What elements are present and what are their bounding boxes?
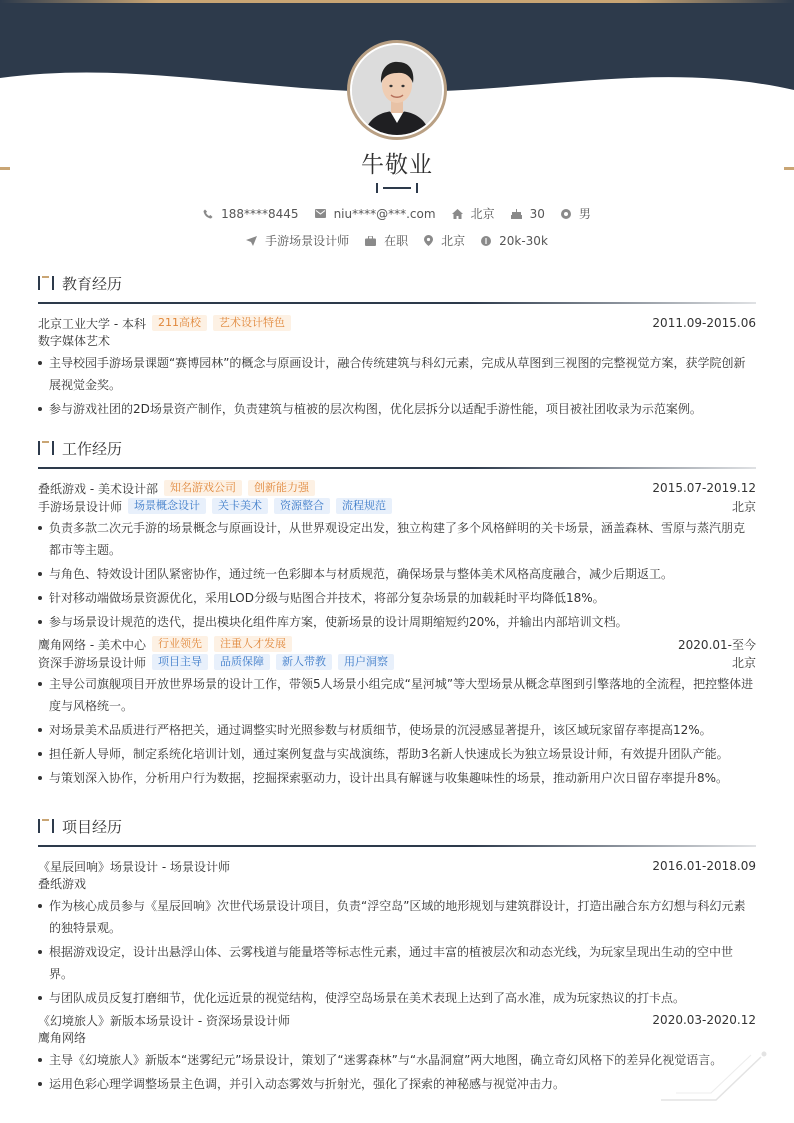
email-item	[315, 207, 436, 221]
company-tag: 行业领先	[152, 636, 208, 652]
role-tag: 新人带教	[276, 654, 332, 670]
cake-icon	[511, 209, 522, 219]
work-entry	[38, 635, 756, 789]
bullet-item: 作为核心成员参与《星辰回响》次世代场景设计项目，负责“浮空岛”区域的地形规划与建筑群设计，打造出融合东方幻想与科幻元素的独特景观。	[38, 895, 756, 939]
role-tag: 用户洞察	[338, 654, 394, 670]
gender-text: 男	[578, 207, 591, 221]
target-city-text: 北京	[441, 234, 466, 248]
role-tag: 品质保障	[214, 654, 270, 670]
corner-line-ornament	[656, 1045, 776, 1105]
bullet-item: 与角色、特效设计团队紧密协作，通过统一色彩脚本与材质规范，确保场景与整体美术风格高度融合，减少后期返工。	[38, 563, 756, 585]
section-title: 教育经历	[62, 274, 123, 293]
bullet-item: 负责多款二次元手游的场景概念与原画设计，从世界观设定出发，独立构建了多个风格鲜明的关卡场景，涵盖森林、雪原与蒸汽朋克都市等主题。	[38, 517, 756, 561]
gender-icon	[561, 209, 571, 219]
section-marker-icon	[38, 276, 54, 290]
company-name: 叠纸游戏 - 美术设计部	[38, 481, 158, 496]
company-tag: 注重人才发展	[214, 636, 292, 652]
work-bullets	[38, 673, 756, 789]
gender-item	[561, 205, 591, 222]
age-text: 30	[529, 206, 545, 221]
section-divider	[38, 467, 756, 469]
project-date: 2016.01-2018.09	[652, 859, 756, 873]
role-tag: 项目主导	[152, 654, 208, 670]
section-title: 项目经历	[62, 817, 123, 836]
bullet-item: 与团队成员反复打磨细节，优化远近景的视觉结构，使浮空岛场景在美术表现上达到了高水准，成为玩家热议的打卡点。	[38, 987, 756, 1009]
project-date: 2020.03-2020.12	[652, 1013, 756, 1027]
position-text: 手游场景设计师	[265, 234, 350, 248]
work-date: 2015.07-2019.12	[652, 481, 756, 495]
phone-item	[203, 207, 298, 221]
project-name: 《星辰回响》场景设计 - 场景设计师	[38, 859, 230, 874]
education-entry	[38, 314, 756, 420]
project-company: 叠纸游戏	[38, 877, 87, 891]
send-icon	[246, 236, 257, 246]
bullet-item: 针对移动端做场景资源优化，采用LOD分级与贴图合并技术，将部分复杂场景的加载耗时平均降低18%。	[38, 587, 756, 609]
section-marker-icon	[38, 819, 54, 833]
section-divider	[38, 845, 756, 847]
city-item	[452, 205, 495, 222]
education-bullets	[38, 352, 756, 420]
major: 数字媒体艺术	[38, 334, 111, 348]
salary-item	[481, 234, 548, 248]
bullet-item: 根据游戏设定，设计出悬浮山体、云雾栈道与能量塔等标志性元素，通过丰富的植被层次和动态光线，为玩家呈现出生动的空中世界。	[38, 941, 756, 985]
header-gold-line	[0, 0, 794, 3]
bullet-item: 主导《幻境旅人》新版本“迷雾纪元”场景设计，策划了“迷雾森林”与“水晶洞窟”两大地图，确立奇幻风格下的差异化视觉语言。	[38, 1049, 756, 1071]
role-tag: 关卡美术	[212, 498, 268, 514]
section-marker-icon	[38, 441, 54, 455]
projects-section	[38, 815, 756, 1095]
briefcase-icon	[365, 236, 376, 246]
section-title: 工作经历	[62, 439, 123, 458]
bullet-item: 参与游戏社团的2D场景资产制作，负责建筑与植被的层次构图，优化层拆分以适配手游性能，项目被社团收录为示范案例。	[38, 398, 756, 420]
age-item	[511, 207, 545, 221]
home-icon	[452, 209, 463, 219]
phone-text: 188****8445	[221, 206, 299, 221]
school-name: 北京工业大学 - 本科	[38, 316, 146, 331]
school-tag: 211高校	[152, 315, 207, 331]
company-name: 鹰角网络 - 美术中心	[38, 637, 146, 652]
contact-info-row	[0, 205, 794, 222]
salary-text: 20k-30k	[499, 233, 548, 248]
work-bullets	[38, 517, 756, 633]
company-tag: 创新能力强	[248, 480, 315, 496]
role-tag: 资源整合	[274, 498, 330, 514]
education-section	[38, 272, 756, 420]
target-city-item	[424, 232, 465, 249]
job-intention-row	[0, 232, 794, 249]
status-text: 在职	[384, 234, 409, 248]
email-text: niu****@***.com	[333, 206, 436, 221]
avatar-frame	[347, 40, 447, 140]
phone-icon	[203, 209, 213, 219]
project-company: 鹰角网络	[38, 1031, 87, 1045]
candidate-name: 牛敬业	[361, 152, 433, 178]
location-pin-icon	[424, 235, 433, 246]
bullet-item: 主导校园手游场景课题“赛博园林”的概念与原画设计，融合传统建筑与科幻元素，完成从草图到三视图的完整视觉方案，获学院创新展视觉金奖。	[38, 352, 756, 396]
company-tag: 知名游戏公司	[164, 480, 242, 496]
role-title: 手游场景设计师	[38, 499, 123, 514]
position-item	[246, 232, 349, 249]
section-divider	[38, 302, 756, 304]
money-icon	[481, 236, 491, 246]
project-bullets	[38, 1049, 756, 1095]
work-date: 2020.01-至今	[678, 637, 756, 652]
work-location: 北京	[731, 655, 756, 670]
project-entry	[38, 857, 756, 1009]
school-tag: 艺术设计特色	[213, 315, 291, 331]
bullet-item: 运用色彩心理学调整场景主色调，并引入动态雾效与折射光，强化了探索的神秘感与视觉冲击力。	[38, 1073, 756, 1095]
project-entry	[38, 1011, 756, 1095]
bullet-item: 参与场景设计规范的迭代，提出模块化组件库方案，使新场景的设计周期缩短约20%，并输出内部培训文档。	[38, 611, 756, 633]
bullet-item: 担任新人导师，制定系统化培训计划，通过案例复盘与实战演练，帮助3名新人快速成长为独立场景设计师，有效提升团队产能。	[38, 743, 756, 765]
work-section	[38, 437, 756, 789]
project-name: 《幻境旅人》新版本场景设计 - 资深场景设计师	[38, 1013, 290, 1028]
education-date: 2011.09-2015.06	[652, 316, 756, 330]
project-bullets	[38, 895, 756, 1009]
bullet-item: 对场景美术品质进行严格把关，通过调整实时光照参数与材质细节，使场景的沉浸感显著提升，该区域玩家留存率提高12%。	[38, 719, 756, 741]
bullet-item: 与策划深入协作，分析用户行为数据，挖掘探索驱动力，设计出具有解谜与收集趣味性的场景，推动新用户次日留存率提升8%。	[38, 767, 756, 789]
city-text: 北京	[470, 207, 495, 221]
avatar	[352, 45, 442, 135]
role-title: 资深手游场景设计师	[38, 655, 147, 670]
mail-icon	[315, 209, 326, 218]
role-tag: 场景概念设计	[128, 498, 206, 514]
name-divider-ornament	[376, 183, 418, 193]
work-entry	[38, 479, 756, 633]
work-location: 北京	[731, 499, 756, 514]
status-item	[365, 232, 408, 249]
bullet-item: 主导公司旗舰项目开放世界场景的设计工作，带领5人场景小组完成“星河城”等大型场景从概念草图到引擎落地的全流程，把控整体进度与风格统一。	[38, 673, 756, 717]
role-tag: 流程规范	[336, 498, 392, 514]
